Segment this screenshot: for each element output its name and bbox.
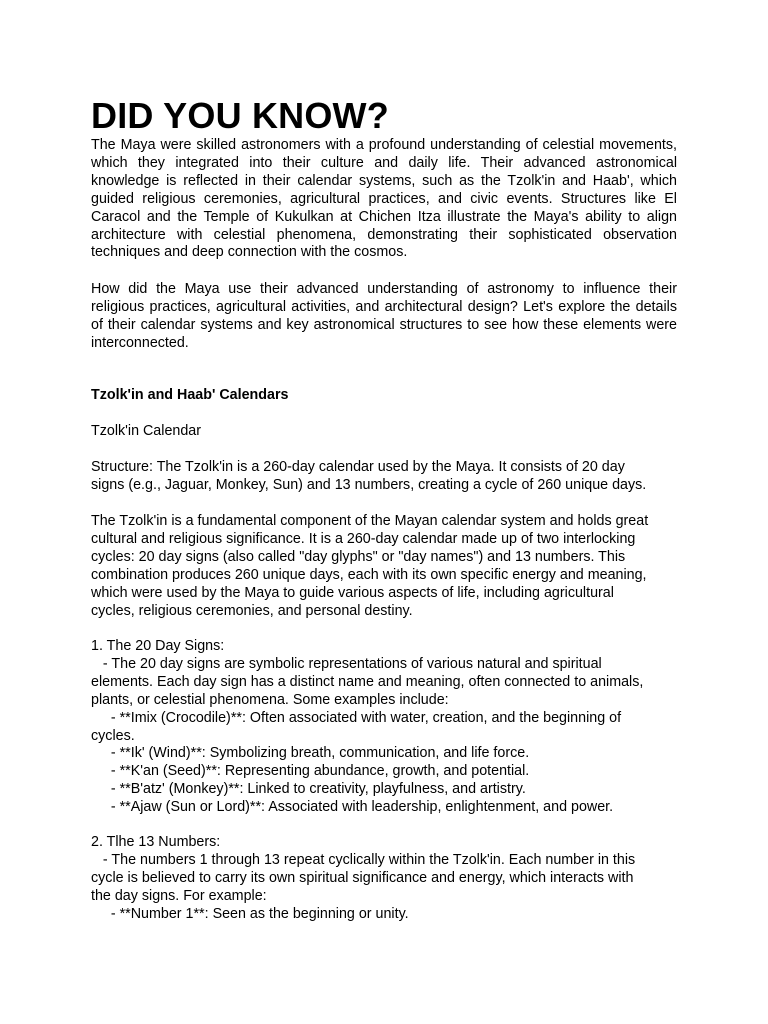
section-subheading: Tzolk'in Calendar [91, 423, 202, 439]
day-signs-intro-line: - The 20 day signs are symbolic representations of various natural and spiritual [91, 655, 602, 672]
description-line: cycles: 20 day signs (also called "day glyphs" or "day names") and 13 numbers. This [91, 548, 626, 565]
description-line: cycles, religious ceremonies, and personal destiny. [91, 602, 413, 619]
intro-paragraph-1: The Maya were skilled astronomers with a profound understanding of celestial movements, which they integrated into their culture and daily life. Their advanced astronomical knowledge is reflected in their calendar systems, such as the Tzolk'in and Haab', which guided religious ceremonies, agricultural practices, and civic events. Structures like El Caracol and the Temple of Kukulkan at Chichen Itza illustrate the Maya's ability to align architecture with celestial phenomena, demonstrating their sophisticated observation techniques and deep connection with the cosmos. [91, 137, 677, 261]
numbers-heading: 2. Tlhe 13 Numbers: [91, 834, 221, 850]
day-signs-heading: 1. The 20 Day Signs: [91, 638, 225, 654]
day-sign-example: cycles. [91, 727, 135, 744]
numbers-intro-line: cycle is believed to carry its own spiritual significance and energy, which interacts with [91, 869, 634, 886]
day-sign-example: - **Imix (Crocodile)**: Often associated with water, creation, and the beginning of [91, 709, 622, 726]
description-line: cultural and religious significance. It is a 260-day calendar made up of two interlocking [91, 530, 636, 547]
page-title: DID YOU KNOW? [91, 95, 389, 136]
structure-line: Structure: The Tzolk'in is a 260-day calendar used by the Maya. It consists of 20 day [91, 459, 625, 475]
structure-line: signs (e.g., Jaguar, Monkey, Sun) and 13 numbers, creating a cycle of 260 unique days. [91, 476, 647, 493]
description-paragraph [91, 513, 691, 620]
day-sign-example: - **B'atz' (Monkey)**: Linked to creativity, playfulness, and artistry. [91, 781, 526, 798]
day-signs-intro-line: plants, or celestial phenomena. Some examples include: [91, 691, 449, 708]
day-sign-example: - **Ajaw (Sun or Lord)**: Associated with leadership, enlightenment, and power. [91, 799, 614, 816]
day-signs-intro-line: elements. Each day sign has a distinct name and meaning, often connected to animals, [91, 673, 644, 690]
structure-paragraph [91, 459, 691, 495]
description-line: combination produces 260 unique days, each with its own specific energy and meaning, [91, 566, 647, 583]
day-signs-list [91, 638, 691, 817]
section-heading: Tzolk'in and Haab' Calendars [91, 387, 289, 403]
numbers-intro-line: - The numbers 1 through 13 repeat cyclically within the Tzolk'in. Each number in this [91, 851, 636, 868]
intro-paragraph-2: How did the Maya use their advanced understanding of astronomy to influence their religious practices, agricultural activities, and architectural design? Let's explore the details of their calendar systems and key astronomical structures to see how these elements were interconnected. [91, 281, 677, 351]
description-line: The Tzolk'in is a fundamental component of the Mayan calendar system and holds great [91, 513, 649, 529]
numbers-intro-line: - **Number 1**: Seen as the beginning or unity. [91, 905, 409, 922]
numbers-list [91, 834, 691, 924]
numbers-intro-line: the day signs. For example: [91, 887, 267, 904]
description-line: which were used by the Maya to guide various aspects of life, including agricultural [91, 584, 614, 601]
day-sign-example: - **Ik' (Wind)**: Symbolizing breath, communication, and life force. [91, 745, 530, 762]
day-sign-example: - **K'an (Seed)**: Representing abundance, growth, and potential. [91, 763, 530, 780]
